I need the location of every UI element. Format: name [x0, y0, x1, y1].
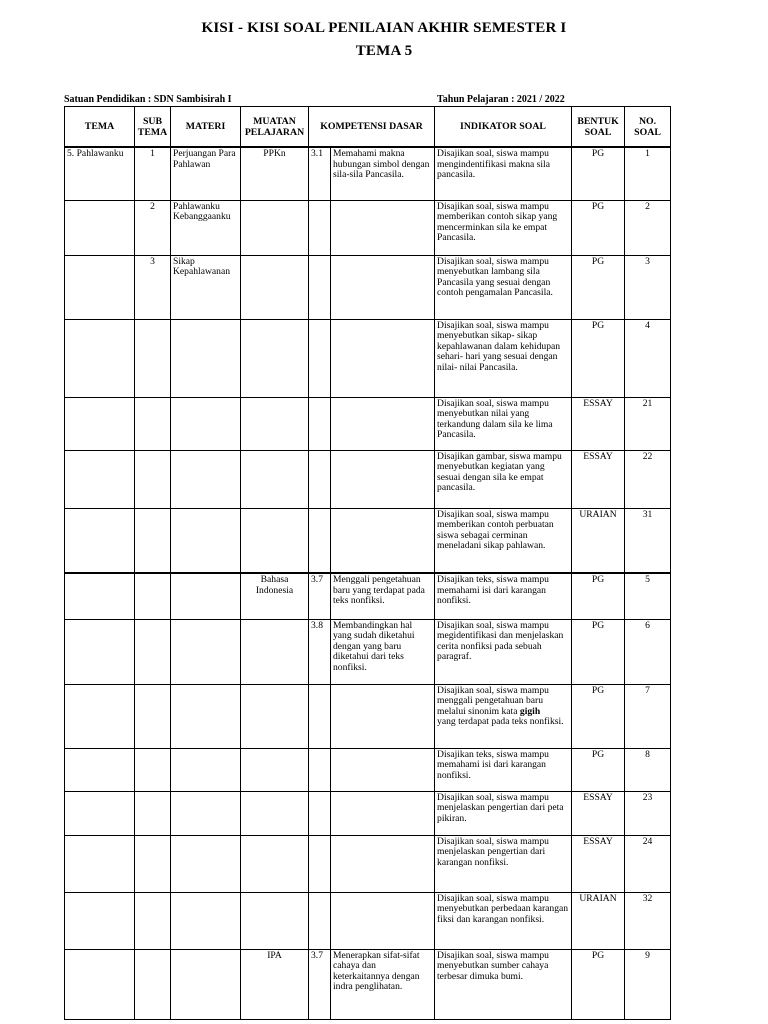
- cell-tema: [65, 835, 135, 892]
- cell-kd-text: [331, 835, 435, 892]
- cell-sub-tema: [135, 949, 171, 1019]
- cell-indikator: Disajikan soal, siswa mampu mengindentifikasi makna sila pancasila.: [435, 147, 572, 200]
- cell-kd-number: [309, 450, 331, 508]
- cell-sub-tema: [135, 619, 171, 684]
- cell-tema: [65, 949, 135, 1019]
- table-row: [65, 200, 671, 255]
- col-header-muatan: MUATAN PELAJARAN: [241, 107, 309, 148]
- cell-bentuk: PG: [572, 200, 625, 255]
- cell-tema: [65, 748, 135, 791]
- cell-materi: [171, 397, 241, 450]
- cell-kd-text: [331, 200, 435, 255]
- cell-materi: [171, 573, 241, 619]
- cell-bentuk: ESSAY: [572, 835, 625, 892]
- cell-indikator: Disajikan soal, siswa mampu menjelaskan pengertian dari karangan nonfiksi.: [435, 835, 572, 892]
- cell-materi: Sikap Kepahlawanan: [171, 255, 241, 319]
- cell-kd-number: 3.1: [309, 147, 331, 200]
- cell-kd-text: [331, 748, 435, 791]
- table-row: [65, 397, 671, 450]
- cell-materi: [171, 508, 241, 573]
- table-row: [65, 791, 671, 835]
- cell-sub-tema: [135, 508, 171, 573]
- cell-muatan: [241, 319, 309, 397]
- cell-no-soal: 9: [625, 949, 671, 1019]
- table-row: [65, 949, 671, 1019]
- cell-kd-number: [309, 791, 331, 835]
- cell-tema: [65, 573, 135, 619]
- cell-kd-number: [309, 397, 331, 450]
- cell-kd-number: [309, 748, 331, 791]
- cell-kd-text: [331, 397, 435, 450]
- cell-muatan: [241, 508, 309, 573]
- cell-materi: [171, 835, 241, 892]
- cell-indikator: Disajikan teks, siswa mampu memahami isi dari karangan nonfiksi.: [435, 573, 572, 619]
- table-row: [65, 684, 671, 748]
- cell-indikator: Disajikan soal, siswa mampu menyebutkan lambang sila Pancasila yang sesuai dengan contoh pengamalan Pancasila.: [435, 255, 572, 319]
- cell-no-soal: 6: [625, 619, 671, 684]
- cell-materi: [171, 892, 241, 949]
- cell-no-soal: 31: [625, 508, 671, 573]
- indikator-text-part: yang terdapat pada teks nonfiksi.: [437, 716, 564, 728]
- cell-muatan: [241, 835, 309, 892]
- cell-materi: Pahlawanku Kebanggaanku: [171, 200, 241, 255]
- cell-no-soal: 4: [625, 319, 671, 397]
- cell-sub-tema: [135, 835, 171, 892]
- cell-muatan: [241, 748, 309, 791]
- cell-muatan: IPA: [241, 949, 309, 1019]
- cell-muatan: [241, 619, 309, 684]
- cell-no-soal: 23: [625, 791, 671, 835]
- cell-bentuk: URAIAN: [572, 508, 625, 573]
- cell-materi: [171, 791, 241, 835]
- table-row: [65, 255, 671, 319]
- cell-indikator: Disajikan teks, siswa mampu memahami isi dari karangan nonfiksi.: [435, 748, 572, 791]
- cell-sub-tema: [135, 791, 171, 835]
- col-header-no: NO. SOAL: [625, 107, 671, 148]
- cell-sub-tema: [135, 450, 171, 508]
- cell-no-soal: 22: [625, 450, 671, 508]
- cell-kd-number: [309, 255, 331, 319]
- cell-no-soal: 5: [625, 573, 671, 619]
- cell-no-soal: 24: [625, 835, 671, 892]
- cell-sub-tema: [135, 397, 171, 450]
- cell-kd-number: [309, 835, 331, 892]
- cell-indikator: Disajikan soal, siswa mampu menyebutkan perbedaan karangan fiksi dan karangan nonfiksi.: [435, 892, 572, 949]
- cell-muatan: [241, 450, 309, 508]
- cell-muatan: Bahasa Indonesia: [241, 573, 309, 619]
- cell-kd-text: [331, 450, 435, 508]
- cell-indikator: Disajikan soal, siswa mampu megidentifikasi dan menjelaskan cerita nonfiksi pada sebuah paragraf.: [435, 619, 572, 684]
- cell-tema: [65, 508, 135, 573]
- cell-tema: [65, 397, 135, 450]
- cell-kd-text: [331, 684, 435, 748]
- table-row: [65, 835, 671, 892]
- cell-tema: [65, 319, 135, 397]
- document-subtitle: TEMA 5: [355, 43, 413, 59]
- col-header-kompetensi: KOMPETENSI DASAR: [309, 107, 435, 148]
- cell-materi: Perjuangan Para Pahlawan: [171, 147, 241, 200]
- cell-indikator: Disajikan soal, siswa mampu memberikan contoh perbuatan siswa sebagai cerminan meneladani sikap pahlawan.: [435, 508, 572, 573]
- cell-bentuk: ESSAY: [572, 397, 625, 450]
- cell-indikator: Disajikan soal, siswa mampu menyebutkan sumber cahaya terbesar dimuka bumi.: [435, 949, 572, 1019]
- cell-kd-number: 3.8: [309, 619, 331, 684]
- cell-bentuk: PG: [572, 684, 625, 748]
- cell-kd-number: [309, 684, 331, 748]
- table-row: [65, 748, 671, 791]
- cell-bentuk: PG: [572, 748, 625, 791]
- cell-kd-text: Menggali pengetahuan baru yang terdapat pada teks nonfiksi.: [331, 573, 435, 619]
- table-row: [65, 319, 671, 397]
- cell-muatan: PPKn: [241, 147, 309, 200]
- cell-sub-tema: [135, 319, 171, 397]
- cell-muatan: [241, 892, 309, 949]
- cell-kd-number: [309, 319, 331, 397]
- cell-muatan: [241, 200, 309, 255]
- cell-bentuk: URAIAN: [572, 892, 625, 949]
- cell-materi: [171, 748, 241, 791]
- cell-tema: [65, 892, 135, 949]
- cell-indikator: Disajikan soal, siswa mampu menyebutkan nilai yang terkandung dalam sila ke lima Pancasila.: [435, 397, 572, 450]
- cell-indikator: Disajikan gambar, siswa mampu menyebutkan kegiatan yang sesuai dengan sila ke empat pancasila.: [435, 450, 572, 508]
- col-header-tema: TEMA: [65, 107, 135, 148]
- cell-muatan: [241, 255, 309, 319]
- cell-bentuk: PG: [572, 255, 625, 319]
- document-title: KISI - KISI SOAL PENILAIAN AKHIR SEMESTER I: [201, 20, 567, 36]
- cell-sub-tema: 1: [135, 147, 171, 200]
- cell-kd-text: [331, 791, 435, 835]
- cell-kd-number: [309, 508, 331, 573]
- cell-sub-tema: 2: [135, 200, 171, 255]
- cell-tema: [65, 255, 135, 319]
- col-header-materi: MATERI: [171, 107, 241, 148]
- cell-kd-number: 3.7: [309, 573, 331, 619]
- cell-kd-text: Membandingkan hal yang sudah diketahui dengan yang baru diketahui dari teks nonfiksi.: [331, 619, 435, 684]
- cell-indikator: Disajikan soal, siswa mampu memberikan contoh sikap yang mencerminkan sila ke empat Pancasila.: [435, 200, 572, 255]
- table-row: [65, 450, 671, 508]
- cell-muatan: [241, 397, 309, 450]
- cell-no-soal: 2: [625, 200, 671, 255]
- table-row: [65, 508, 671, 573]
- cell-kd-text: Memahami makna hubungan simbol dengan sila-sila Pancasila.: [331, 147, 435, 200]
- kisi-table: [64, 106, 671, 1020]
- indikator-text-part: Disajikan soal, siswa mampu menggali pengetahuan baru melalui sinonim kata: [437, 684, 549, 717]
- cell-kd-text: Menerapkan sifat-sifat cahaya dan keterkaitannya dengan indra penglihatan.: [331, 949, 435, 1019]
- cell-materi: [171, 949, 241, 1019]
- cell-sub-tema: [135, 892, 171, 949]
- col-header-sub-tema: SUB TEMA: [135, 107, 171, 148]
- cell-materi: [171, 319, 241, 397]
- cell-bentuk: PG: [572, 319, 625, 397]
- cell-kd-number: [309, 200, 331, 255]
- cell-sub-tema: [135, 573, 171, 619]
- cell-no-soal: 3: [625, 255, 671, 319]
- table-row: [65, 619, 671, 684]
- cell-indikator: [435, 684, 572, 748]
- school-label: Satuan Pendidikan : SDN Sambisirah I: [64, 94, 232, 105]
- cell-materi: [171, 450, 241, 508]
- cell-tema: [65, 684, 135, 748]
- cell-bentuk: PG: [572, 573, 625, 619]
- cell-no-soal: 7: [625, 684, 671, 748]
- cell-kd-text: [331, 892, 435, 949]
- cell-bentuk: PG: [572, 619, 625, 684]
- year-label: Tahun Pelajaran : 2021 / 2022: [437, 94, 565, 105]
- cell-kd-number: [309, 892, 331, 949]
- cell-bentuk: PG: [572, 147, 625, 200]
- cell-tema: 5. Pahlawanku: [65, 147, 135, 200]
- cell-indikator: Disajikan soal, siswa mampu menjelaskan pengertian dari peta pikiran.: [435, 791, 572, 835]
- table-row: [65, 147, 671, 200]
- cell-materi: [171, 684, 241, 748]
- cell-sub-tema: [135, 748, 171, 791]
- cell-kd-text: [331, 255, 435, 319]
- cell-bentuk: ESSAY: [572, 450, 625, 508]
- table-header-row: [65, 107, 671, 148]
- cell-indikator: Disajikan soal, siswa mampu menyebutkan sikap- sikap kepahlawanan dalam kehidupan sehari- hari yang sesuai dengan nilai- nilai Pancasila.: [435, 319, 572, 397]
- cell-tema: [65, 450, 135, 508]
- cell-no-soal: 1: [625, 147, 671, 200]
- cell-bentuk: PG: [572, 949, 625, 1019]
- table-row: [65, 573, 671, 619]
- cell-tema: [65, 791, 135, 835]
- col-header-indikator: INDIKATOR SOAL: [435, 107, 572, 148]
- cell-materi: [171, 619, 241, 684]
- indikator-highlight-word: gigih: [519, 705, 541, 717]
- table-body: [65, 147, 671, 1019]
- cell-no-soal: 8: [625, 748, 671, 791]
- cell-muatan: [241, 791, 309, 835]
- table-row: [65, 892, 671, 949]
- cell-no-soal: 32: [625, 892, 671, 949]
- cell-no-soal: 21: [625, 397, 671, 450]
- cell-sub-tema: [135, 684, 171, 748]
- cell-tema: [65, 200, 135, 255]
- cell-bentuk: ESSAY: [572, 791, 625, 835]
- col-header-bentuk: BENTUK SOAL: [572, 107, 625, 148]
- cell-kd-text: [331, 508, 435, 573]
- cell-sub-tema: 3: [135, 255, 171, 319]
- cell-tema: [65, 619, 135, 684]
- cell-muatan: [241, 684, 309, 748]
- cell-kd-text: [331, 319, 435, 397]
- cell-kd-number: 3.7: [309, 949, 331, 1019]
